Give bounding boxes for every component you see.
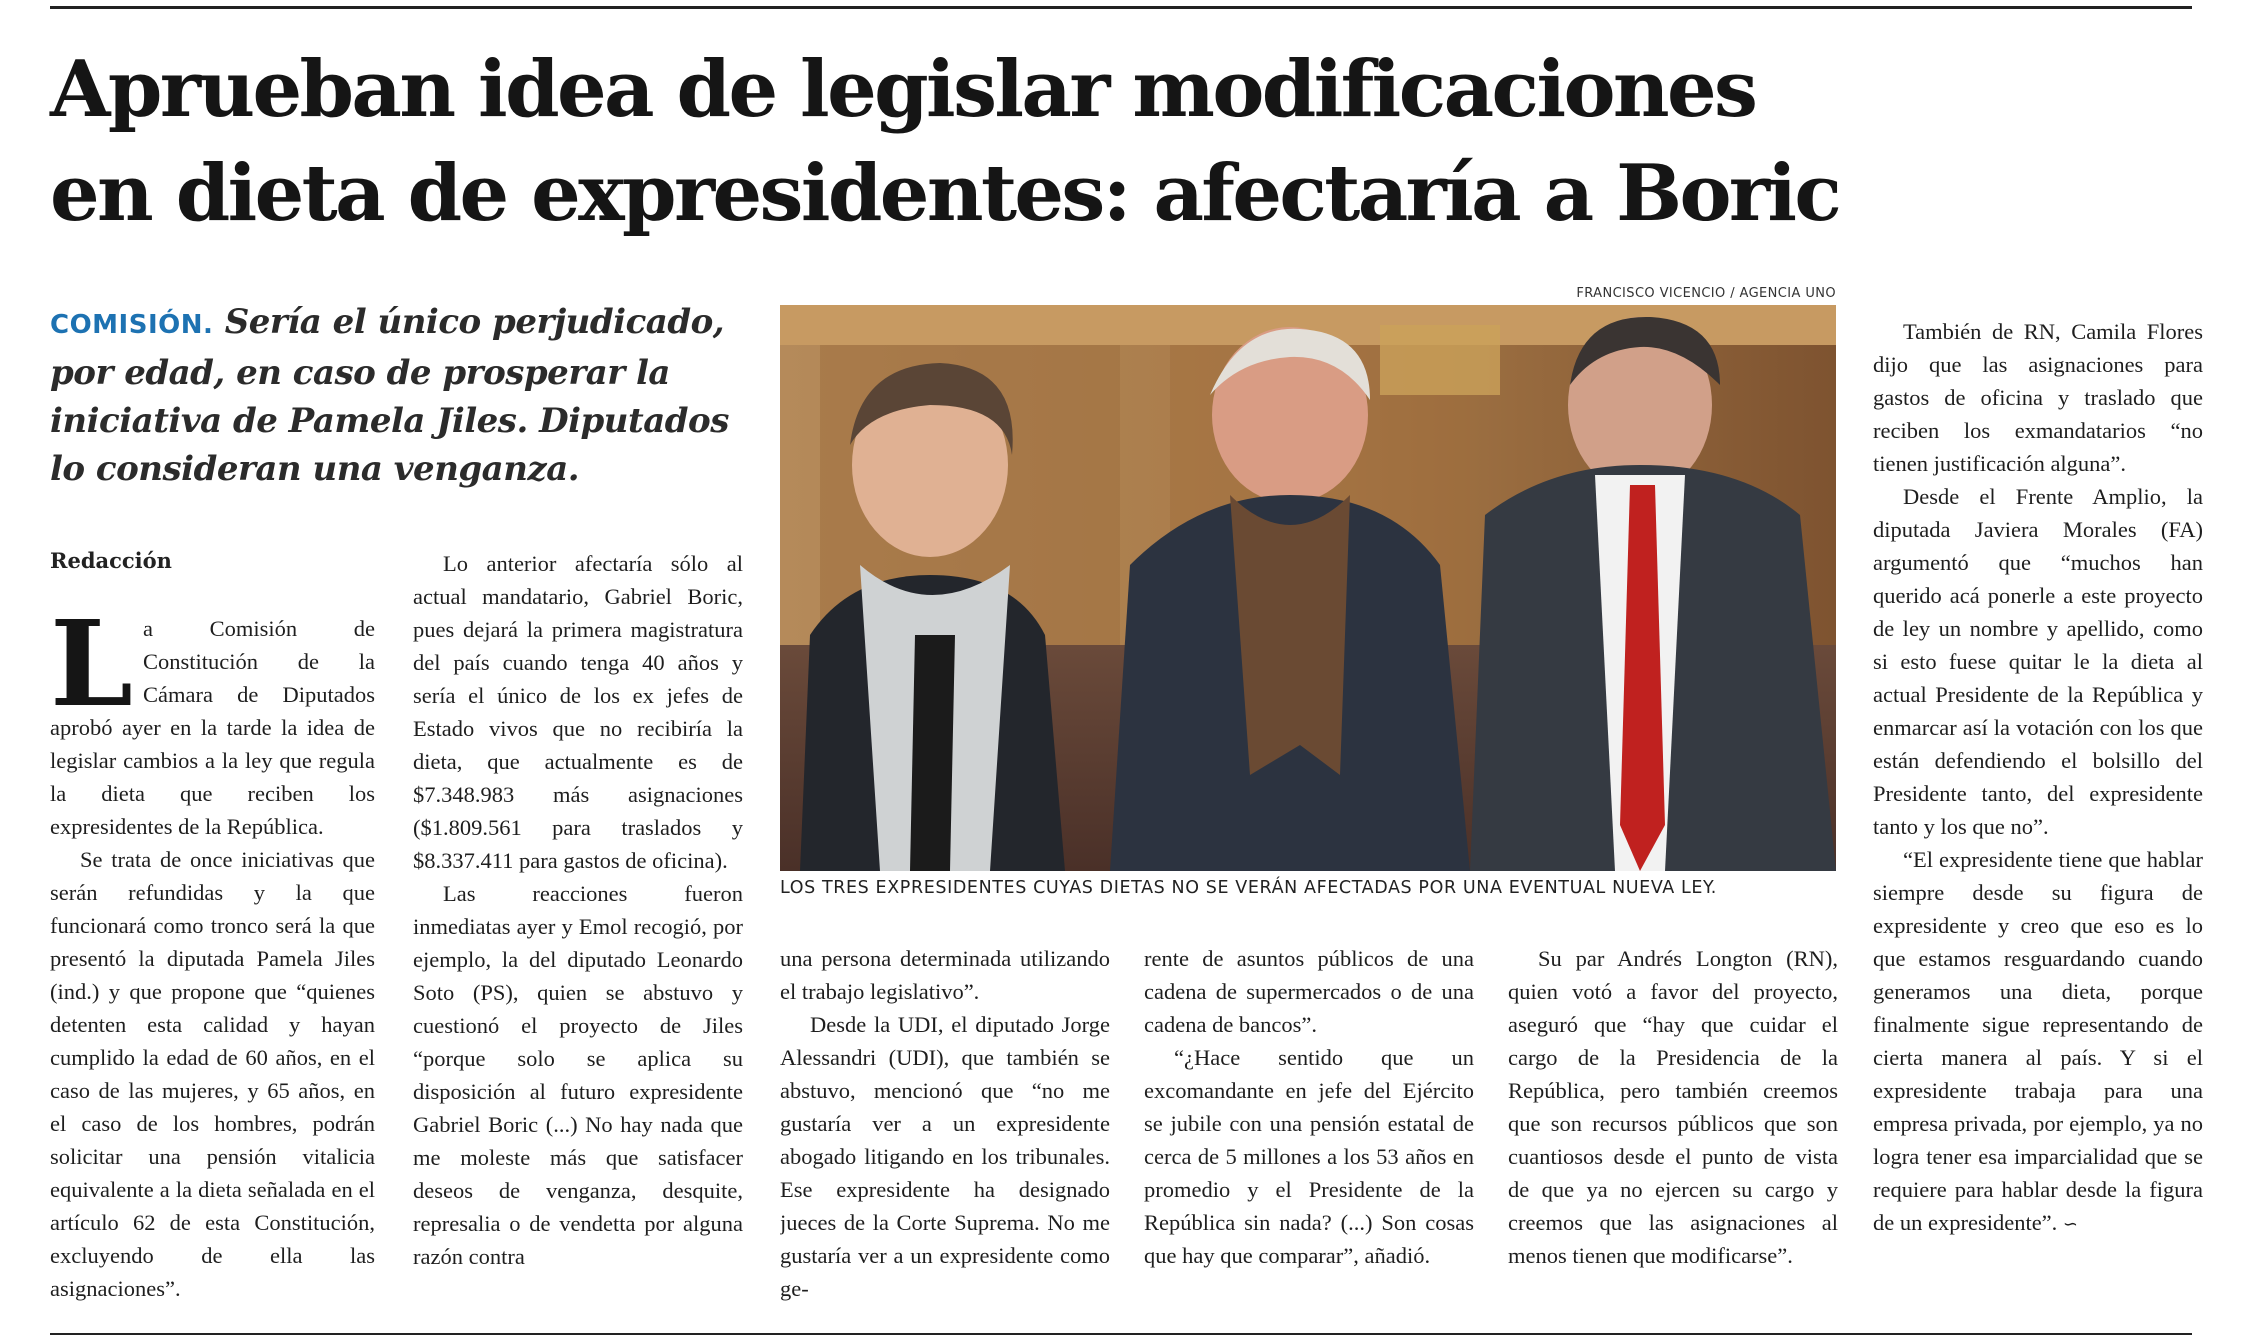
bottom-rule — [50, 1333, 2192, 1335]
kicker: COMISIÓN. — [50, 310, 214, 340]
article-column-5 — [1508, 942, 1838, 1320]
article-column-1 — [50, 612, 375, 1320]
news-photo — [780, 305, 1836, 871]
paragraph: rente de asuntos públicos de una cadena de supermercados o de una cadena de bancos”. — [1144, 946, 1474, 1037]
photo-credit: FRANCISCO VICENCIO / AGENCIA UNO — [1576, 286, 1836, 301]
lead-paragraph — [50, 612, 375, 843]
paragraph: Desde el Frente Amplio, la diputada Javiera Morales (FA) argumentó que “muchos han querido acá ponerle a este proyecto de ley un nombre y apellido, como si esto fuese quitar le la dieta al actual Presidente de la República y enmarcar así la votación con los que están defendiendo el bolsillo del Presidente tanto, del expresidente tanto y los que no”. — [1873, 484, 2203, 839]
photo-caption: LOS TRES EXPRESIDENTES CUYAS DIETAS NO SE VERÁN AFECTADAS POR UNA EVENTUAL NUEVA LEY. — [780, 878, 1717, 898]
top-rule — [50, 6, 2192, 9]
paragraph: Lo anterior afectaría sólo al actual mandatario, Gabriel Boric, pues dejará la primera magistratura del país cuando tenga 40 años y sería el único de los ex jefes de Estado vivos que no recibiría la dieta, que actualmente es de $7.348.983 más asignaciones ($1.809.561 para traslados y $8.337.411 para gastos de oficina). — [413, 551, 743, 873]
drop-cap: L — [50, 612, 133, 733]
closing-paragraph — [1873, 843, 2203, 1241]
headline-line-2: en dieta de expresidentes: afectaría a Boric — [50, 148, 1840, 239]
deck-text: Sería el único perjudicado, por edad, en caso de prosperar la iniciativa de Pamela Jiles. Diputados lo consideran una venganza. — [50, 302, 729, 489]
paragraph: una persona determinada utilizando el trabajo legislativo”. — [780, 946, 1110, 1004]
paragraph: También de RN, Camila Flores dijo que las asignaciones para gastos de oficina y traslado que reciben los exmandatarios “no tienen justificación alguna”. — [1873, 319, 2203, 476]
paragraph: Las reacciones fueron inmediatas ayer y Emol recogió, por ejemplo, la del diputado Leonardo Soto (PS), quien se abstuvo y cuestionó el proyecto de Jiles “porque solo se aplica su disposición al futuro expresidente Gabriel Boric (...) No hay nada que me moleste más que satisfacer deseos de venganza, desquite, represalia o de vendetta por alguna razón contra — [413, 881, 743, 1269]
article-column-3 — [780, 942, 1110, 1320]
headline-line-1: Aprueban idea de legislar modificaciones — [50, 44, 1756, 135]
paragraph-text: a Comisión de Constitución de la Cámara de Diputados aprobó ayer en la tarde la idea de legislar cambios a la ley que regula la dieta que reciben los expresidentes de la República. — [50, 616, 375, 839]
end-mark-icon: ∽ — [2062, 1214, 2079, 1235]
paragraph-text: “El expresidente tiene que hablar siempre desde su figura de expresidente y creo que eso es lo que estamos resguardando cuando generamos una dieta, porque finalmente sigue representando de cierta manera al país. Y si el expresidente trabaja para una empresa privada, por ejemplo, ya no logra tener esa imparcialidad que se requiere para hablar desde la figura de un expresidente”. — [1873, 847, 2203, 1235]
headline — [50, 38, 2200, 246]
article-column-2 — [413, 547, 743, 1320]
article-column-4 — [1144, 942, 1474, 1320]
byline: Redacción — [50, 548, 172, 573]
paragraph: Se trata de once iniciativas que serán refundidas y la que funcionará como tronco será la que presentó la diputada Pamela Jiles (ind.) y que propone que “quienes detenten esta calidad y hayan cumplido la edad de 60 años, en el caso de las mujeres, y 65 años, en el caso de los hombres, podrán solicitar una pensión vitalicia equivalente a la dieta señalada en el artículo 62 de esta Constitución, excluyendo de ella las asignaciones”. — [50, 847, 375, 1301]
paragraph: “¿Hace sentido que un excomandante en jefe del Ejército se jubile con una pensión estatal de cerca de 5 millones a los 53 años en promedio y el Presidente de la República sin nada? (...) Son cosas que hay que comparar”, añadió. — [1144, 1045, 1474, 1268]
paragraph: Su par Andrés Longton (RN), quien votó a favor del proyecto, aseguró que “hay que cuidar el cargo de la Presidencia de la República, pero también creemos que son recursos públicos que son cuantiosos desde el punto de vista de que ya no ejercen su cargo y creemos que las asignaciones al menos tienen que modificarse”. — [1508, 946, 1838, 1268]
article-column-6 — [1873, 315, 2203, 1320]
deck — [50, 298, 750, 493]
paragraph: Desde la UDI, el diputado Jorge Alessandri (UDI), que también se abstuvo, mencionó que “no me gustaría ver a un expresidente abogado litigando en los tribunales. Ese expresidente ha designado jueces de la Corte Suprema. No me gustaría ver a un expresidente como ge- — [780, 1012, 1110, 1301]
